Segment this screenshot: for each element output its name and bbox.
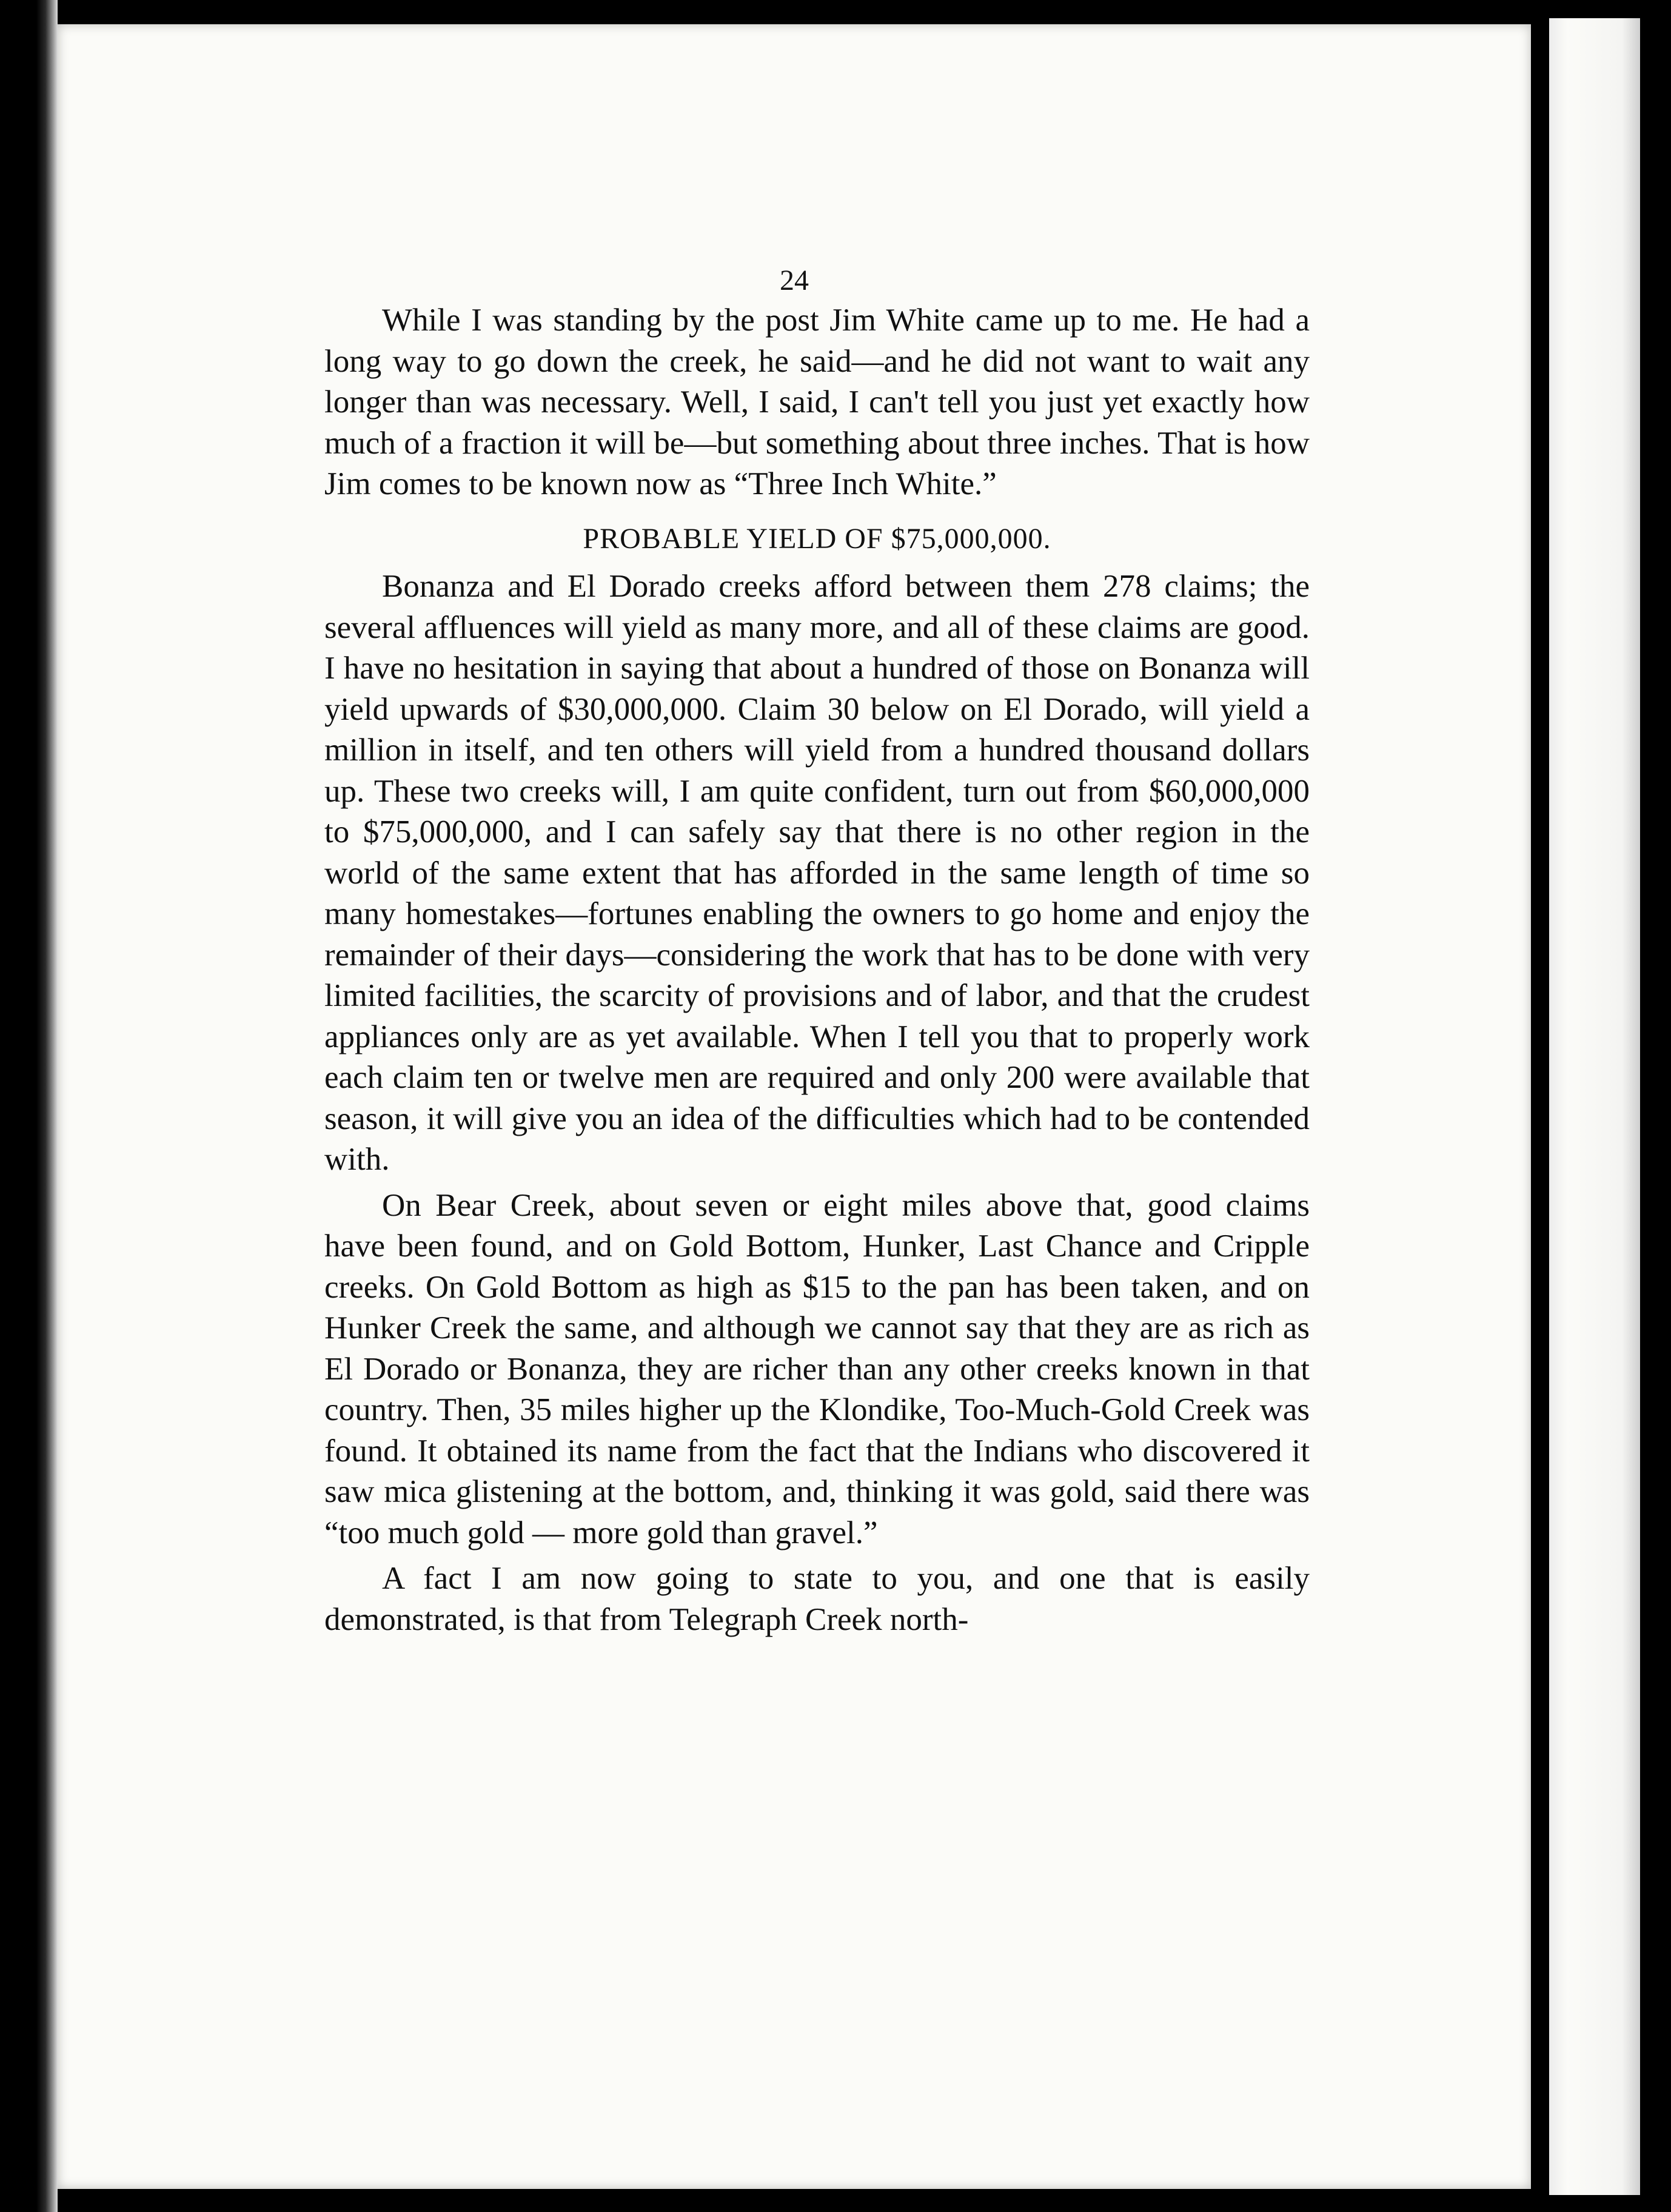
paragraph-bear-creek: On Bear Creek, about seven or eight miles above that, good claims have been found, and on Gold Bottom, Hunker, Last Chance and Cripple creeks. On Gold Bottom as high as $15 to the pan has been taken, and on Hunker Creek the same, and although we cannot say that they are as rich as El Dorado or Bonanza, they are richer than any other creeks known in that country. Then, 35 miles higher up the Klondike, Too-Much-Gold Creek was found. It obtained its name from the fact that the Indians who discovered it saw mica glistening at the bottom, and, thinking it was gold, said there was “too much gold — more gold than gravel.”: [324, 1187, 1310, 1550]
paragraph-jim-white: While I was standing by the post Jim White came up to me. He had a long way to go down the creek, he said—and he did not want to wait any longer than was necessary. Well, I said, I can't tell you just yet exactly how much of a fraction it will be—but something about three inches. That is how Jim comes to be known now as “Three Inch White.”: [324, 303, 1310, 501]
body-text: [324, 300, 1310, 1640]
page-number: 24: [780, 264, 809, 297]
scan-left-edge: [0, 0, 58, 2212]
section-heading: PROBABLE YIELD OF $75,000,000.: [583, 522, 1051, 555]
paragraph-bonanza-el-dorado: Bonanza and El Dorado creeks afford between them 278 claims; the several affluences will yield as many more, and all of these claims are good. I have no hesitation in saying that about a hundred of those on Bonanza will yield upwards of $30,000,000. Claim 30 below on El Dorado, will yield a million in itself, and ten others will yield from a hundred thousand dollars up. These two creeks will, I am quite confident, turn out from $60,000,000 to $75,000,000, and I can safely say that there is no other region in the world of the same extent that has afforded in the same length of time so many homestakes—fortunes enabling the owners to go home and enjoy the remainder of their days—considering the work that has to be done with very limited facilities, the scarcity of provisions and of labor, and that the crudest appliances only are as yet available. When I tell you that to properly work each claim ten or twelve men are required and only 200 were available that season, it will give you an idea of the difficulties which had to be contended with.: [324, 569, 1310, 1177]
adjacent-page-edge: [1549, 18, 1640, 2195]
scan-right-edge: [1640, 0, 1671, 2212]
scan-gutter: [1531, 0, 1549, 2212]
paragraph-telegraph-creek: A fact I am now going to state to you, and one that is easily demonstrated, is that from Telegraph Creek north-: [324, 1561, 1310, 1637]
